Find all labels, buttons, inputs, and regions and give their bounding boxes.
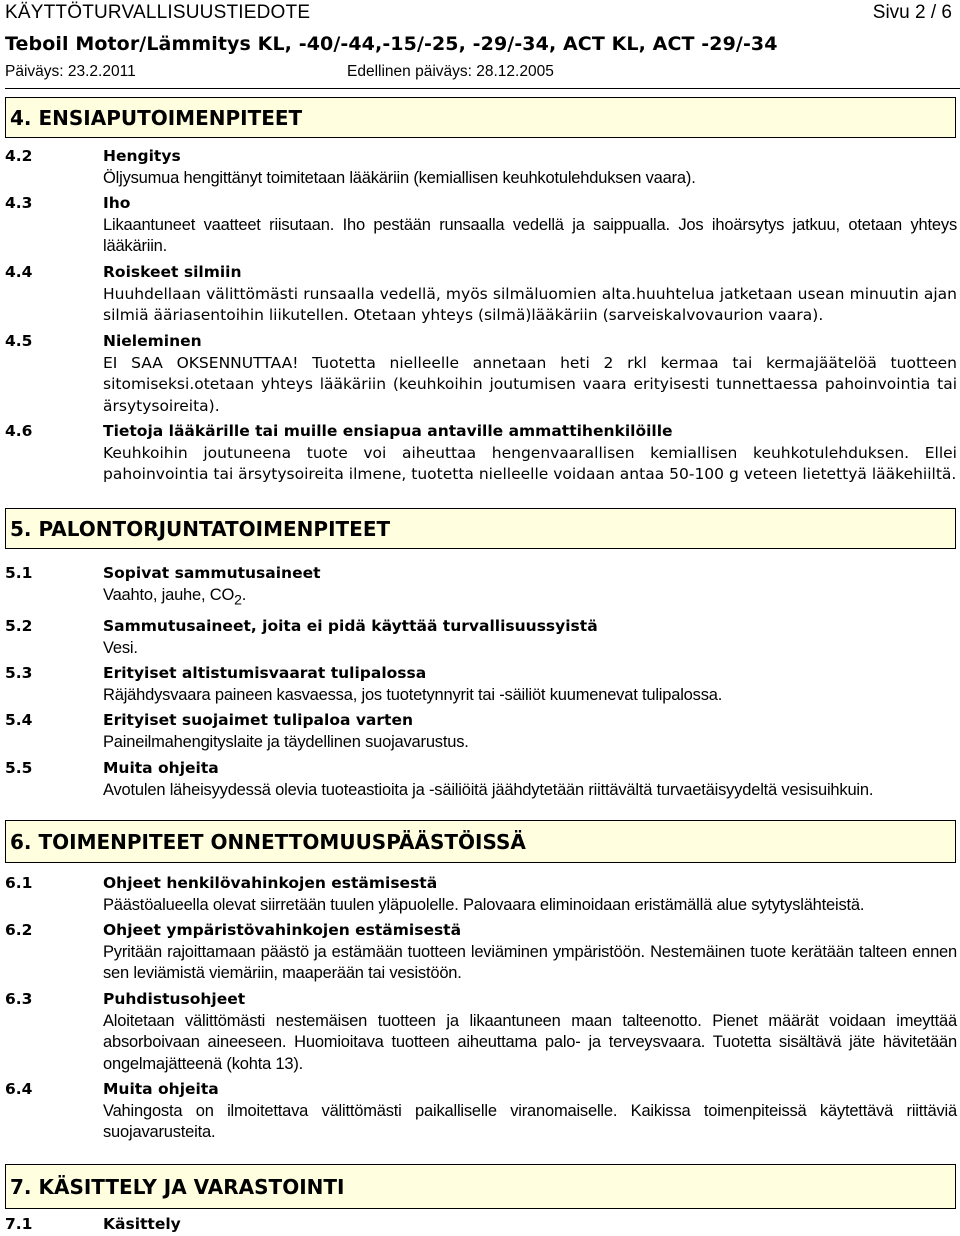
item-4-6 [5, 421, 957, 486]
item-title: Puhdistusohjeet [103, 990, 246, 1008]
item-number: 5.2 [5, 617, 33, 635]
item-5-5 [5, 758, 957, 801]
item-text: Vesi. [103, 638, 138, 657]
item-7-1 [5, 1214, 957, 1236]
item-title: Nieleminen [103, 332, 202, 350]
item-title: Tietoja lääkärille tai muille ensiapua antaville ammattihenkilöille [103, 422, 673, 440]
item-title: Sopivat sammutusaineet [103, 564, 321, 582]
item-title: Hengitys [103, 147, 181, 165]
page-number: Sivu 2 / 6 [872, 2, 952, 23]
item-text [103, 585, 957, 611]
current-date: Päiväys: 23.2.2011 [5, 63, 136, 80]
header-divider [5, 88, 960, 89]
item-title: Ohjeet henkilövahinkojen estämisestä [103, 874, 438, 892]
item-number: 5.3 [5, 664, 33, 682]
section-6-heading: 6. TOIMENPITEET ONNETTOMUUSPÄÄSTÖISSÄ [5, 820, 956, 863]
document-type: KÄYTTÖTURVALLISUUSTIEDOTE [5, 2, 311, 23]
item-number: 5.1 [5, 564, 33, 582]
date-row [5, 63, 960, 81]
item-title: Ohjeet ympäristövahinkojen estämisestä [103, 921, 462, 939]
item-number: 7.1 [5, 1215, 33, 1233]
item-text: Päästöalueella olevat siirretään tuulen yläpuolelle. Palovaara eliminoidaan eristämällä alue sytytyslähteistä. [103, 895, 865, 914]
item-number: 4.5 [5, 332, 33, 350]
item-text: Öljysumua hengittänyt toimitetaan lääkäriin (kemiallisen keuhkotulehduksen vaara). [103, 168, 696, 187]
item-title: Erityiset suojaimet tulipaloa varten [103, 711, 413, 729]
item-6-2 [5, 920, 957, 985]
item-number: 5.4 [5, 711, 33, 729]
item-title: Roiskeet silmiin [103, 263, 242, 281]
item-text: Vahingosta on ilmoitettava välittömästi paikalliselle viranomaiselle. Kaikissa toimenpiteissä käytettävä riittäviä suojavarusteita. [103, 1101, 957, 1141]
item-text: EI SAA OKSENNUTTAA! Tuotetta nielleelle annetaan heti 2 rkl kermaa tai kermajäätelöä tuotteen sitomiseksi.otetaan yhteys lääkäriin (keuhkoihin joutumisen vaara erityisesti tunnettaessa pahoinvointia tai ärsytysoireita). [103, 353, 957, 415]
item-6-1 [5, 873, 957, 916]
item-text-main: Vaahto, jauhe, CO [103, 585, 235, 604]
item-6-4 [5, 1079, 957, 1144]
item-text: Avotulen läheisyydessä olevia tuoteastioita ja -säiliöitä jäähdytetään riittävältä turvaetäisyydeltä vesisuihkuin. [103, 780, 874, 799]
item-number: 4.3 [5, 194, 33, 212]
item-title: Käsittely [103, 1215, 181, 1233]
item-5-4 [5, 710, 957, 753]
item-title: Sammutusaineet, joita ei pidä käyttää turvallisuussyistä [103, 617, 598, 635]
item-number: 4.6 [5, 422, 33, 440]
item-title: Muita ohjeita [103, 1080, 219, 1098]
item-4-2 [5, 146, 957, 189]
item-number: 4.4 [5, 263, 33, 281]
section-4-heading: 4. ENSIAPUTOIMENPITEET [5, 97, 956, 138]
item-text: Räjähdysvaara paineen kasvaessa, jos tuotetynnyrit tai -säiliöt kuumenevat tulipalossa. [103, 685, 723, 704]
item-title: Erityiset altistumisvaarat tulipalossa [103, 664, 427, 682]
section-5-heading: 5. PALONTORJUNTATOIMENPITEET [5, 508, 956, 549]
item-4-5 [5, 331, 957, 417]
item-number: 6.4 [5, 1080, 33, 1098]
section-7-heading: 7. KÄSITTELY JA VARASTOINTI [5, 1164, 956, 1209]
item-text: Keuhkoihin joutuneena tuote voi aiheuttaa hengenvaarallisen kemiallisen keuhkotulehduksen. Ellei pahoinvointia tai ärsytysoireita ilmene, tuotetta nielleelle voidaan antaa 50-100 g veteen lietettyä lääkehiiltä. [103, 443, 957, 483]
item-number: 5.5 [5, 759, 33, 777]
item-title: Muita ohjeita [103, 759, 219, 777]
subscript: 2 [234, 590, 242, 607]
item-text: Pyritään rajoittamaan päästö ja estämään tuotteen leviäminen ympäristöön. Nestemäinen tuote kerätään talteen ennen sen leviämistä viemäriin, maaperään tai vesistöön. [103, 942, 957, 982]
item-number: 6.1 [5, 874, 33, 892]
item-5-2 [5, 616, 957, 659]
product-name: Teboil Motor/Lämmitys KL, -40/-44,-15/-25, -29/-34, ACT KL, ACT -29/-34 [5, 33, 778, 55]
item-5-1 [5, 563, 957, 610]
item-text-tail: . [241, 585, 247, 604]
item-text: Likaantuneet vaatteet riisutaan. Iho pestään runsaalla vedellä ja saippualla. Jos ihoärsytys jatkuu, otetaan yhteys lääkäriin. [103, 215, 957, 255]
item-title: Iho [103, 194, 131, 212]
item-number: 6.3 [5, 990, 33, 1008]
item-number: 6.2 [5, 921, 33, 939]
item-4-4 [5, 262, 957, 327]
item-text: Aloitetaan välittömästi nestemäisen tuotteen ja likaantuneen maan talteenotto. Pienet määrät voidaan imeyttää absorboivaan aineeseen. Huomioitava tuotteen aiheuttama palo- ja terveysvaara. Tuotetta sisältävä jäte hävitetään ongelmajätteenä (kohta 13). [103, 1011, 957, 1073]
previous-date: Edellinen päiväys: 28.12.2005 [347, 63, 554, 80]
item-number: 4.2 [5, 147, 33, 165]
item-text: Huuhdellaan välittömästi runsaalla vedellä, myös silmäluomien alta.huuhtelua jatketaan usean minuutin ajan silmiä ääriasentoihin liikutellen. Otetaan yhteys (silmä)lääkäriin (sarveiskalvovaurion vaara). [103, 284, 957, 324]
item-5-3 [5, 663, 957, 706]
item-text: Paineilmahengityslaite ja täydellinen suojavarustus. [103, 732, 469, 751]
item-4-3 [5, 193, 957, 258]
item-6-3 [5, 989, 957, 1075]
